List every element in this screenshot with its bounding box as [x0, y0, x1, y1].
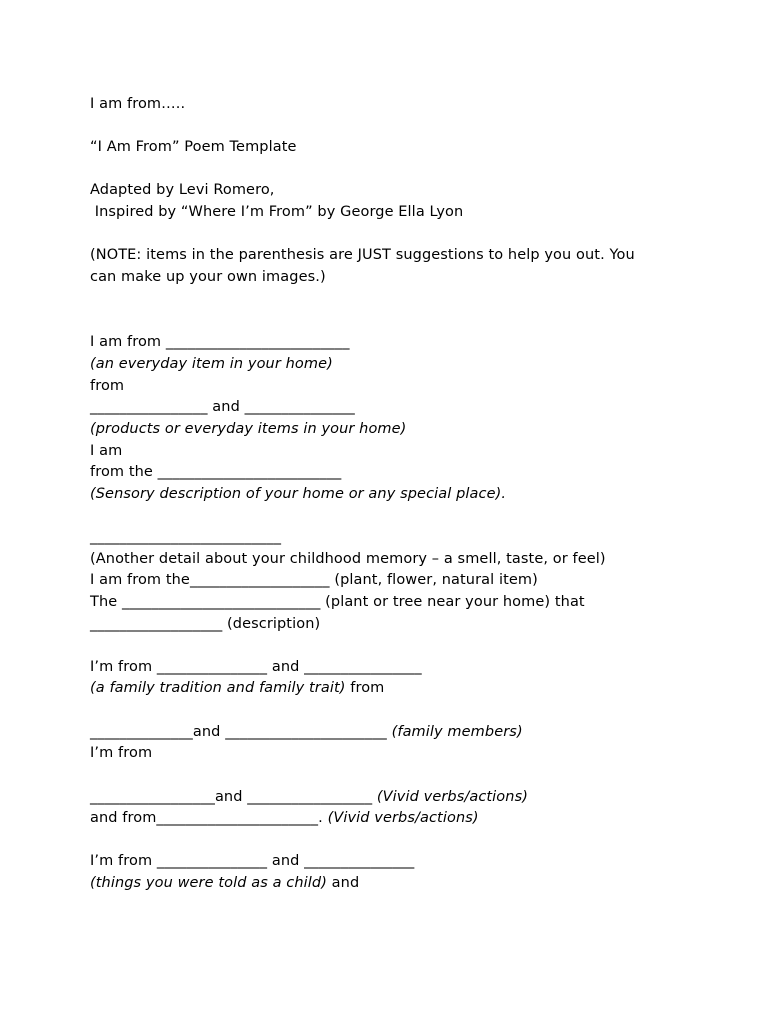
- poem-line: [90, 788, 528, 806]
- poem-hint: (Vivid verbs/actions): [376, 789, 528, 805]
- poem-line: I’m from _______________ and ________________: [90, 659, 422, 675]
- poem-line: I’m from: [90, 745, 153, 761]
- poem-line: [90, 874, 359, 892]
- poem-line: __________________ (description): [90, 616, 321, 632]
- poem-line: ________________ and _______________: [90, 399, 355, 415]
- note-line-1: (NOTE: items in the parenthesis are JUST suggestions to help you out. You: [90, 247, 635, 263]
- poem-line: (Another detail about your childhood memory – a smell, taste, or feel): [90, 551, 606, 567]
- poem-hint: (Sensory description of your home or any special place).: [90, 486, 507, 502]
- poem-line: I am from _________________________: [90, 334, 350, 350]
- poem-hint: (family members): [391, 724, 523, 740]
- poem-hint: (things you were told as a child): [90, 875, 327, 891]
- poem-line: from: [90, 378, 125, 394]
- poem-hint: (Vivid verbs/actions): [327, 810, 479, 826]
- poem-hint: (a family tradition and family trait): [90, 680, 346, 696]
- poem-hint: (products or everyday items in your home): [90, 421, 407, 437]
- poem-line: I am: [90, 443, 123, 459]
- poem-line: from the _________________________: [90, 464, 342, 480]
- poem-text: ______________and ______________________: [90, 724, 392, 740]
- poem-hint: (an everyday item in your home): [90, 356, 333, 372]
- poem-text: and: [326, 875, 360, 891]
- note-line-2: can make up your own images.): [90, 269, 326, 285]
- inspired-by-line: Inspired by “Where I’m From” by George Ella Lyon: [90, 204, 464, 220]
- poem-line: [90, 679, 384, 697]
- poem-line: I am from the___________________ (plant, flower, natural item): [90, 572, 538, 588]
- poem-text: _________________and _________________: [90, 789, 377, 805]
- poem-text: and from______________________.: [90, 810, 328, 826]
- poem-line: I’m from _______________ and _______________: [90, 853, 415, 869]
- poem-line: [90, 809, 479, 827]
- poem-text: from: [345, 680, 385, 696]
- poem-line: [90, 723, 523, 741]
- poem-line: The ___________________________ (plant or tree near your home) that: [90, 594, 585, 610]
- poem-line: __________________________: [90, 529, 282, 545]
- document-subtitle: “I Am From” Poem Template: [90, 139, 297, 155]
- document-heading: I am from…..: [90, 96, 186, 112]
- adapted-by-line: Adapted by Levi Romero,: [90, 182, 275, 198]
